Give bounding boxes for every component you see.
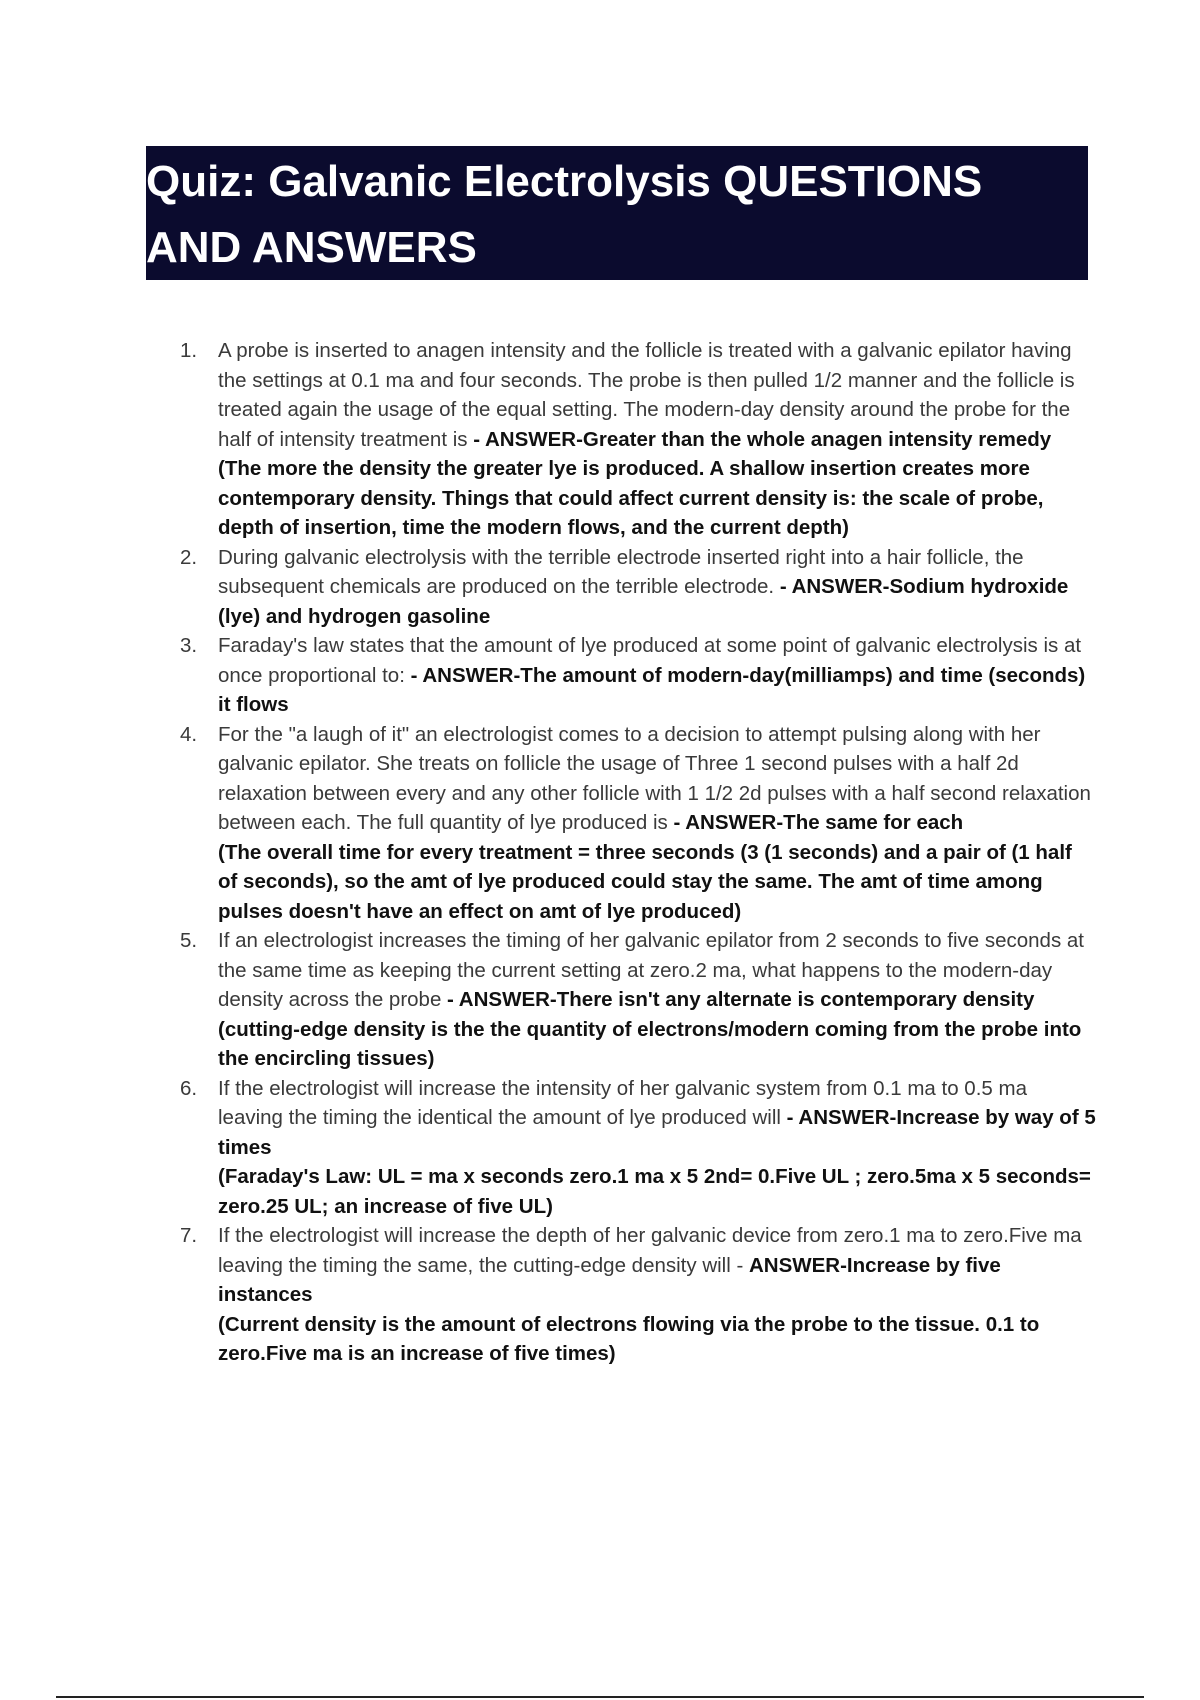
question-item-3 (176, 631, 1096, 720)
answer-text: - ANSWER-Sodium hydroxide (lye) and hydrogen gasoline (218, 575, 1069, 628)
question-list (176, 336, 1096, 1369)
question-text: If an electrologist increases the timing of her galvanic epilator from 2 seconds to five seconds at the same time as keeping the current setting at zero.2 ma, what happens to the modern-day density across the probe (218, 929, 1085, 1011)
explanation-text: (Current density is the amount of electrons flowing via the probe to the tissue. 0.1 to zero.Five ma is an increase of five times) (218, 1312, 1040, 1365)
question-number: 3. (180, 634, 198, 657)
question-text: During galvanic electrolysis with the terrible electrode inserted right into a hair follicle, the subsequent chemicals are produced on the terrible electrode. (218, 545, 1024, 598)
question-item-5 (176, 926, 1096, 1074)
answer-text: - ANSWER-Greater than the whole anagen intensity remedy (473, 427, 1052, 451)
question-number: 6. (180, 1076, 198, 1100)
answer-text: - ANSWER-Increase by way of 5 times (218, 1106, 1096, 1159)
question-number: 2. (180, 545, 198, 569)
explanation-text: (The more the density the greater lye is produced. A shallow insertion creates more contemporary density. Things that could affect current density is: the scale of probe, depth of insertion, time the modern flows, and the current depth) (218, 457, 1044, 539)
answer-text: - ANSWER-There isn't any alternate is contemporary density (447, 988, 1035, 1011)
answer-text: - ANSWER-The amount of modern-day(milliamps) and time (seconds) it flows (218, 663, 1086, 716)
footer-divider (56, 1696, 1144, 1698)
question-item-7 (176, 1221, 1096, 1369)
question-number: 7. (180, 1224, 198, 1247)
answer-text: ANSWER-Increase by five instances (218, 1253, 1001, 1306)
title-banner (146, 146, 1088, 280)
explanation-text: (Faraday's Law: UL = ma x seconds zero.1 ma x 5 2nd= 0.Five UL ; zero.5ma x 5 seconds= zero.25 UL; an increase of five UL) (218, 1165, 1091, 1218)
question-text: If the electrologist will increase the depth of her galvanic device from zero.1 ma to zero.Five ma leaving the timing the same, the cutting-edge density will - (218, 1224, 1082, 1277)
question-number: 1. (180, 339, 198, 362)
question-item-1 (176, 336, 1096, 543)
question-text: Faraday's law states that the amount of lye produced at some point of galvanic electrolysis is at once proportional to: (218, 634, 1082, 687)
question-text: If the electrologist will increase the intensity of her galvanic system from 0.1 ma to 0.5 ma leaving the timing the identical the amount of lye produced will (218, 1076, 1027, 1129)
answer-text: - ANSWER-The same for each (673, 811, 964, 834)
question-text: A probe is inserted to anagen intensity and the follicle is treated with a galvanic epilator having the settings at 0.1 ma and four seconds. The probe is then pulled 1/2 manner and the follicle is treated again the usage of the equal setting. The modern-day density around the probe for the half of intensity treatment is (218, 339, 1075, 451)
explanation-text: (The overall time for every treatment = three seconds (3 (1 seconds) and a pair of (1 half of seconds), so the amt of lye produced could stay the same. The amt of time among pulses doesn't have an effect on amt of lye produced) (218, 840, 1072, 923)
question-item-6 (176, 1074, 1096, 1222)
question-item-4 (176, 720, 1096, 927)
question-text: For the "a laugh of it" an electrologist comes to a decision to attempt pulsing along with her galvanic epilator. She treats on follicle the usage of Three 1 second pulses with a half 2d relaxation between every and any other follicle with 1 1/2 2d pulses with a half second relaxation between each. The full quantity of lye produced is (218, 722, 1091, 834)
document-title: Quiz: Galvanic Electrolysis QUESTIONS AND ANSWERS (146, 157, 983, 272)
question-number: 4. (180, 722, 198, 746)
question-item-2 (176, 543, 1096, 632)
explanation-text: (cutting-edge density is the the quantity of electrons/modern coming from the probe into the encircling tissues) (218, 1017, 1082, 1070)
question-number: 5. (180, 929, 198, 952)
